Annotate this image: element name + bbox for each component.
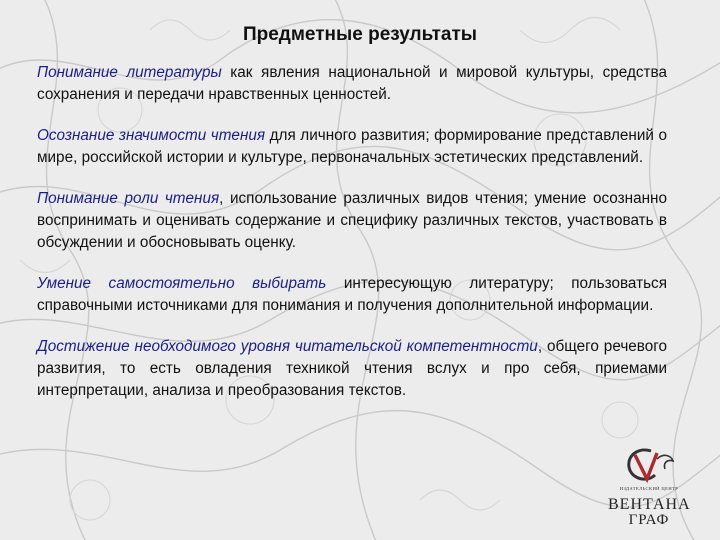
publisher-logo-mark xyxy=(621,445,677,485)
paragraph-text: , общего речевого развития, то есть овладения техникой чтения вслух и про себя, приемами интерпретации, анализа и преобразования текстов. xyxy=(37,338,668,399)
logo-caption: ИЗДАТЕЛЬСКИЙ ЦЕНТР xyxy=(619,486,679,491)
paragraph-lead: Понимание литературы xyxy=(37,64,222,81)
paragraph-lead: Достижение необходимого уровня читательской компетентности xyxy=(37,338,538,355)
logo-name-line2: ГРАФ xyxy=(628,512,670,528)
result-paragraph xyxy=(37,62,667,106)
result-paragraph xyxy=(37,336,667,402)
paragraph-text: как явления национальной и мировой культуры, средства сохранения и передачи нравственных ценностей. xyxy=(37,64,667,103)
slide-title: Предметные результаты xyxy=(242,24,478,45)
paragraph-text: для личного развития; формирование представлений о мире, российской истории и культуре, первоначальных эстетических представлений. xyxy=(37,127,667,166)
result-paragraph xyxy=(37,125,667,169)
paragraph-lead: Осознание значимости чтения xyxy=(37,127,266,144)
paragraph-text: , использование различных видов чтения; умение осознанно воспринимать и оценивать содержание и специфику различных текстов, участвовать в обсуждении и обосновывать оценку. xyxy=(37,190,668,251)
publisher-logo xyxy=(608,445,690,535)
paragraph-lead: Понимание роли чтения xyxy=(37,190,220,207)
logo-name-line1: ВЕНТАНА xyxy=(608,496,691,513)
result-paragraph xyxy=(37,188,667,254)
paragraph-lead: Умение самостоятельно выбирать xyxy=(37,275,327,292)
results-list xyxy=(37,62,667,421)
paragraph-text: интересующую литературу; пользоваться справочными источниками для понимания и получения дополнительной информации. xyxy=(37,275,667,314)
result-paragraph xyxy=(37,273,667,317)
